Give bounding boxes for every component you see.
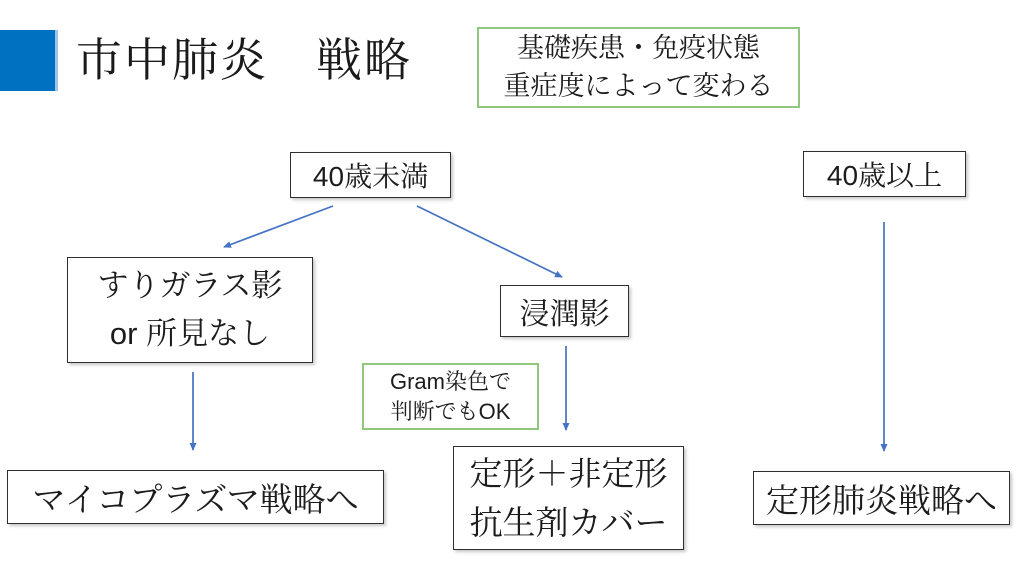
page-title: 市中肺炎 戦略	[76, 34, 412, 86]
note-gram-stain	[362, 363, 539, 430]
note-condition	[477, 27, 800, 108]
node-mycoplasma-strategy	[7, 470, 384, 524]
node-mycoplasma-strategy-label: マイコプラズマ戦略へ	[32, 480, 359, 518]
node-ground-glass	[67, 257, 313, 363]
arrow-under40-to-ggo	[224, 206, 333, 247]
node-typical-pneumonia-strategy-label: 定形肺炎戦略へ	[766, 481, 997, 519]
node-under-40-label: 40歳未満	[312, 161, 429, 192]
node-ground-glass-line1: すりガラス影	[97, 267, 283, 303]
note-gram-line1: Gram染色で	[389, 368, 511, 394]
node-typical-atypical-line1: 定形＋非定形	[469, 454, 668, 492]
note-condition-line2: 重症度によって変わる	[503, 70, 774, 101]
title-accent-square	[0, 30, 58, 91]
node-infiltrate	[500, 285, 629, 337]
note-gram-line2: 判断でもOK	[390, 398, 511, 424]
node-infiltrate-label: 浸潤影	[519, 298, 610, 331]
node-ground-glass-line2: or 所見なし	[109, 316, 271, 351]
node-over-40	[803, 151, 966, 197]
node-typical-atypical-cover	[453, 446, 684, 550]
note-condition-line1: 基礎疾患・免疫状態	[517, 33, 760, 64]
node-under-40	[290, 152, 451, 198]
node-typical-atypical-line2: 抗生剤カバー	[469, 504, 668, 541]
node-typical-pneumonia-strategy	[753, 471, 1010, 525]
arrow-under40-to-infiltrate	[417, 206, 562, 277]
node-over-40-label: 40歳以上	[826, 160, 943, 191]
